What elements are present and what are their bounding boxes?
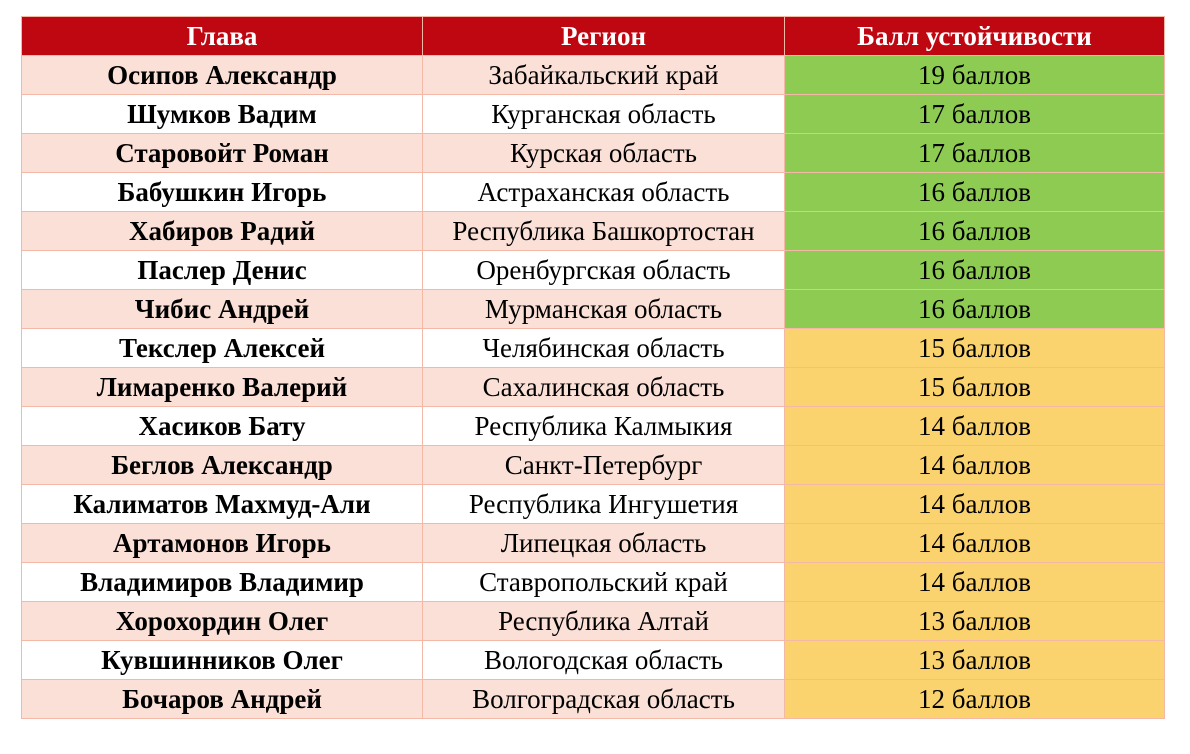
cell-region: Санкт-Петербург [423, 446, 785, 485]
cell-score: 15 баллов [785, 329, 1165, 368]
stability-rating-table-container [21, 16, 1164, 719]
table-row [22, 134, 1165, 173]
table-row [22, 407, 1165, 446]
table-row [22, 251, 1165, 290]
cell-head-name: Чибис Андрей [22, 290, 423, 329]
table-row [22, 563, 1165, 602]
cell-region: Республика Алтай [423, 602, 785, 641]
cell-region: Республика Ингушетия [423, 485, 785, 524]
table-body [22, 56, 1165, 719]
cell-score: 16 баллов [785, 290, 1165, 329]
cell-score: 13 баллов [785, 602, 1165, 641]
cell-head-name: Хорохордин Олег [22, 602, 423, 641]
cell-score: 15 баллов [785, 368, 1165, 407]
cell-head-name: Хасиков Бату [22, 407, 423, 446]
cell-head-name: Старовойт Роман [22, 134, 423, 173]
cell-region: Оренбургская область [423, 251, 785, 290]
table-row [22, 290, 1165, 329]
cell-region: Мурманская область [423, 290, 785, 329]
cell-score: 14 баллов [785, 524, 1165, 563]
header-region: Регион [423, 17, 785, 56]
cell-region: Республика Калмыкия [423, 407, 785, 446]
cell-score: 17 баллов [785, 134, 1165, 173]
cell-region: Ставропольский край [423, 563, 785, 602]
cell-head-name: Бочаров Андрей [22, 680, 423, 719]
table-row [22, 641, 1165, 680]
cell-score: 16 баллов [785, 212, 1165, 251]
table-header-row [22, 17, 1165, 56]
cell-region: Курганская область [423, 95, 785, 134]
table-row [22, 173, 1165, 212]
table-row [22, 212, 1165, 251]
cell-head-name: Артамонов Игорь [22, 524, 423, 563]
table-row [22, 680, 1165, 719]
cell-head-name: Хабиров Радий [22, 212, 423, 251]
cell-region: Республика Башкортостан [423, 212, 785, 251]
cell-head-name: Паслер Денис [22, 251, 423, 290]
cell-region: Забайкальский край [423, 56, 785, 95]
cell-head-name: Текслер Алексей [22, 329, 423, 368]
cell-head-name: Владимиров Владимир [22, 563, 423, 602]
table-row [22, 446, 1165, 485]
cell-score: 16 баллов [785, 251, 1165, 290]
cell-head-name: Кувшинников Олег [22, 641, 423, 680]
table-row [22, 368, 1165, 407]
table-row [22, 56, 1165, 95]
table-row [22, 524, 1165, 563]
table-row [22, 485, 1165, 524]
cell-head-name: Беглов Александр [22, 446, 423, 485]
header-head: Глава [22, 17, 423, 56]
table-row [22, 329, 1165, 368]
cell-region: Вологодская область [423, 641, 785, 680]
cell-score: 14 баллов [785, 446, 1165, 485]
cell-region: Челябинская область [423, 329, 785, 368]
cell-region: Сахалинская область [423, 368, 785, 407]
cell-region: Курская область [423, 134, 785, 173]
table-row [22, 95, 1165, 134]
cell-head-name: Калиматов Махмуд-Али [22, 485, 423, 524]
cell-score: 14 баллов [785, 407, 1165, 446]
cell-head-name: Осипов Александр [22, 56, 423, 95]
stability-rating-table [21, 16, 1165, 719]
cell-region: Липецкая область [423, 524, 785, 563]
cell-head-name: Лимаренко Валерий [22, 368, 423, 407]
cell-score: 19 баллов [785, 56, 1165, 95]
table-row [22, 602, 1165, 641]
cell-score: 14 баллов [785, 563, 1165, 602]
cell-head-name: Шумков Вадим [22, 95, 423, 134]
cell-score: 16 баллов [785, 173, 1165, 212]
cell-score: 13 баллов [785, 641, 1165, 680]
cell-region: Волгоградская область [423, 680, 785, 719]
cell-head-name: Бабушкин Игорь [22, 173, 423, 212]
cell-score: 14 баллов [785, 485, 1165, 524]
cell-score: 17 баллов [785, 95, 1165, 134]
cell-score: 12 баллов [785, 680, 1165, 719]
cell-region: Астраханская область [423, 173, 785, 212]
header-score: Балл устойчивости [785, 17, 1165, 56]
